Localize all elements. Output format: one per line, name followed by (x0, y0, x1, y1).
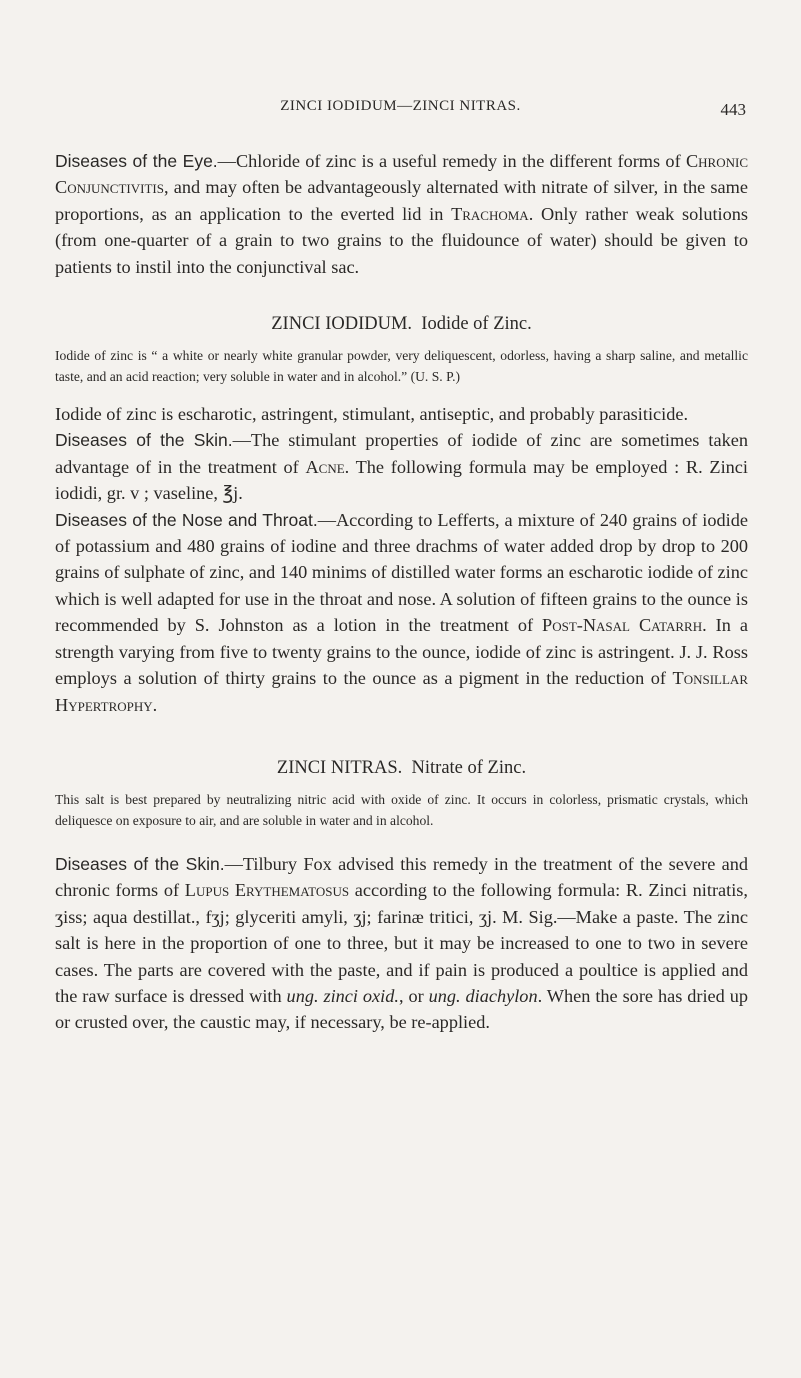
disease-term: Chronic Conjunctivitis (55, 151, 748, 198)
skin-diseases-heading: Diseases of the Skin. (55, 430, 233, 451)
paragraph-text: . In a strength varying from five to twenty grains to the ounce, iodide of zinc is astringent. J. J. Ross employs a solution of thirty grains to the ounce as a pigment in the reduction of (55, 615, 748, 689)
disease-term: Lupus Erythematosus (184, 880, 350, 901)
disease-term: Trachoma (451, 203, 529, 224)
paragraph-text: —The stimulant properties of iodide of zinc are sometimes taken advantage of in the treatment of (55, 430, 748, 477)
paragraph-text: . Only rather weak solutions (from one-quarter of a grain to two grains to the fluidounce of water) should be given to patients to instil into the conjunctival sac. (55, 203, 749, 277)
nitrate-skin-paragraph (55, 851, 748, 1036)
iodide-properties: Iodide of zinc is escharotic, astringent, stimulant, antiseptic, and probably parasiticide. (55, 404, 689, 425)
nitrate-description: This salt is best prepared by neutralizing nitric acid with oxide of zinc. It occurs in colorless, prismatic crystals, which deliquesce on exposure to air, and are soluble in water and in alcohol. (55, 791, 748, 828)
paragraph-text: , or (398, 985, 429, 1006)
ointment-name: ung. zinci oxid. (286, 985, 399, 1006)
iodide-nose-paragraph (55, 507, 748, 718)
page-content (55, 148, 748, 1036)
section-title-iodidum (55, 314, 748, 335)
section-title-sub: Nitrate of Zinc. (411, 757, 527, 778)
paragraph-text: . The following formula may be employed : R. Zinci iodidi, gr. v ; vaseline, ℥j. (55, 456, 748, 504)
disease-term: Acne (305, 456, 345, 477)
section-title-main: ZINCI NITRAS. (276, 757, 403, 778)
section-title-nitras (55, 758, 748, 779)
paragraph-text: , and may often be advantageously alternated with nitrate of silver, in the same proportions, as an application to the everted lid in (55, 177, 748, 224)
paragraph-text: . When the sore has dried up or crusted over, the caustic may, if necessary, be re-applied. (55, 985, 748, 1033)
paragraph-text: —According to Lefferts, a mixture of 240 grains of iodide of potassium and 480 grains of iodine and three drachms of water added drop by drop to 200 grains of sulphate of zinc, and 140 minims of distilled water forms an escharotic iodide of zinc which is well adapted for use in the throat and nose. A solution of fifteen grains to the ounce is recommended by S. Johnston as a lotion in the treatment of (55, 509, 748, 636)
section-title-sub: Iodide of Zinc. (421, 314, 532, 335)
ointment-name: ung. diachylon (428, 985, 538, 1006)
disease-term: Tonsillar Hypertrophy (55, 668, 748, 715)
page-number: 443 (720, 100, 746, 119)
iodide-skin-paragraph (55, 427, 748, 506)
iodide-description: Iodide of zinc is “ a white or nearly white granular powder, very deliquescent, odorless, having a sharp saline, and metallic taste, and an acid reaction; very soluble in water and in alcohol.” (U. S. P.) (55, 348, 748, 385)
paragraph-text: . (152, 694, 158, 715)
page-header (0, 98, 801, 122)
section-title-main: ZINCI IODIDUM. (271, 314, 413, 335)
skin-diseases-heading: Diseases of the Skin. (55, 853, 225, 874)
eye-diseases-heading: Diseases of the Eye. (55, 151, 218, 171)
paragraph-text: according to the following formula: R. Zinci nitratis, ʒiss; aqua destillat., fʒj; glyceriti amyli, ʒj; farinæ tritici, ʒj. M. Sig.—Make a paste. The zinc salt is here in the proportion of one to three, but it may be increased to one to two in severe cases. The parts are covered with the paste, and if pain is produced a poultice is applied and the raw surface is dressed with (55, 880, 748, 1006)
paragraph-text: —Chloride of zinc is a useful remedy in the different forms of (217, 151, 686, 171)
nose-throat-heading: Diseases of the Nose and Throat. (55, 509, 318, 530)
paragraph-text: —Tilbury Fox advised this remedy in the treatment of the severe and chronic forms of (55, 853, 748, 901)
running-head: ZINCI IODIDUM—ZINCI NITRAS. (280, 98, 521, 114)
disease-term: Post-Nasal Catarrh (542, 615, 703, 636)
chloride-eye-paragraph (55, 148, 748, 280)
